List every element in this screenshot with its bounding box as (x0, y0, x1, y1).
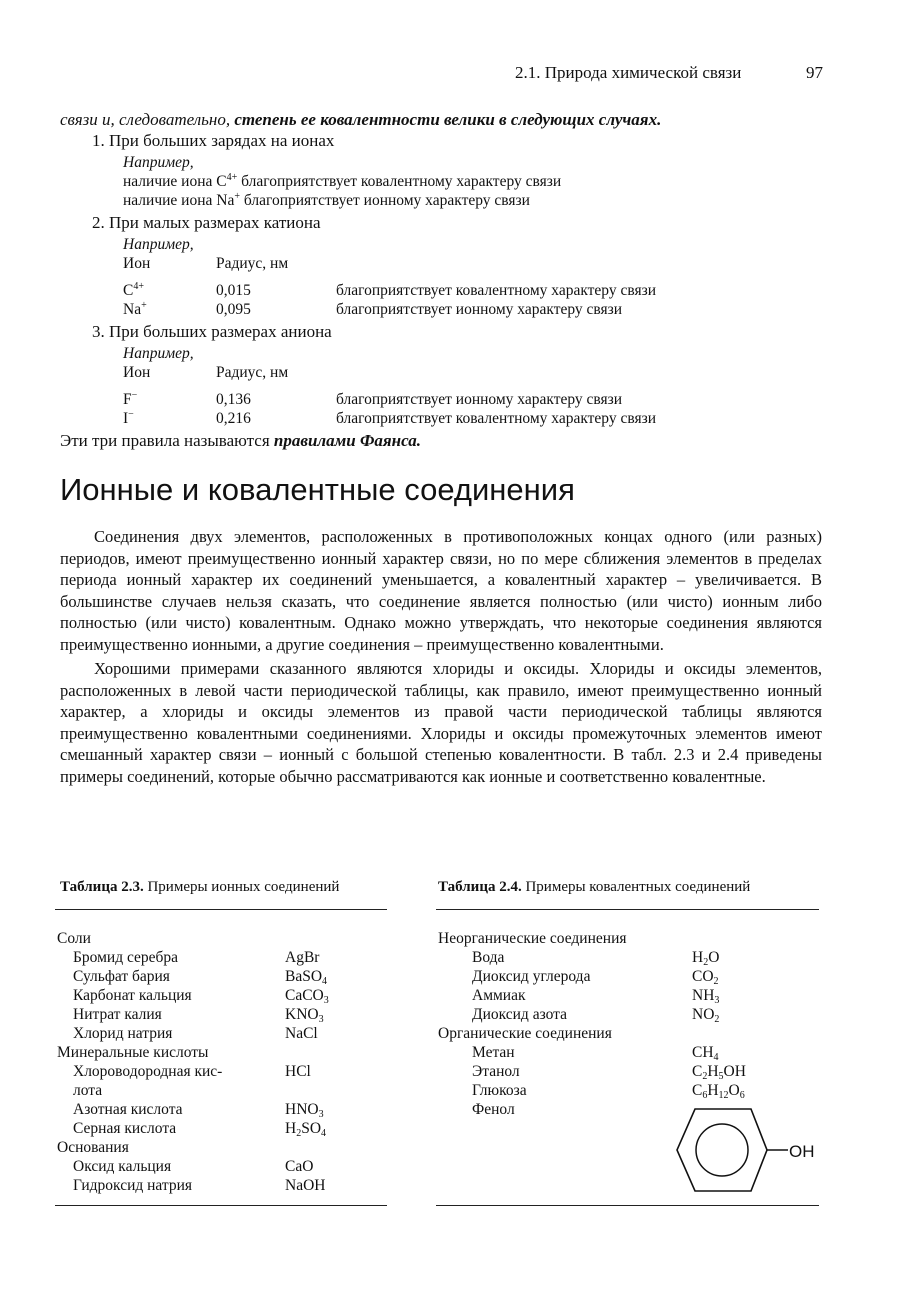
table-row (436, 986, 819, 1005)
rule1-line1: наличие иона $C^{4+}$ благоприятствует ковалентному характеру связи (123, 172, 562, 190)
paragraph-1: Соединения двух элементов, расположенных в противоположных концах одного (или разных) периодов, имеют преимущественно ионный характер связи, но по мере сближения элементов в пределах периода ионный характер их соединений уменьшается, а ковалентный характер – увеличивается. В большинстве случаев нельзя сказать, что соединение является полностью (или чисто) ионным либо полностью (или чисто) ковалентным. Однако можно утверждать, что некоторые соединения являются преимущественно ионными, а другие соединения – преимущественно ковалентными. (60, 527, 822, 654)
category-name: Основания (57, 1139, 129, 1156)
compound-formula: $C_6H_{12}O_6$ (692, 1082, 745, 1101)
table-row (55, 948, 387, 967)
compound-name: Хлорид натрия (73, 1025, 173, 1042)
rule3-col-radius: Радиус, нм (216, 364, 289, 381)
compound-formula: $KNO_3$ (285, 1006, 324, 1025)
table-row (436, 1043, 819, 1062)
table-row (55, 1024, 387, 1043)
body-text (60, 526, 822, 787)
table23-caption: Таблица 2.3. Примеры ионных соединений (60, 879, 340, 895)
compound-formula: NaCl (285, 1025, 318, 1042)
compound-name: Вода (472, 949, 505, 966)
running-title: 2.1. Природа химической связи (515, 63, 742, 82)
rule2-row1-ion: $C^{4+}$ (123, 281, 144, 299)
paragraph-2: Хорошими примерами сказанного являются хлориды и оксиды. Хлориды и оксиды элементов, расположенных в левой части периодической таблицы, как правило, имеют преимущественно ионный характер, а хлориды и оксиды элементов из правой части периодической таблицы являются преимущественно ковалентными соединениями. Хлориды и оксиды промежуточных элементов имеют смешанный характер связи – ионный с большой степенью ковалентности. В табл. 2.3 и 2.4 приведены примеры соединений, которые обычно рассматриваются как ионные и соответственно ковалентные. (60, 659, 822, 786)
table24-bottom-rule (436, 1205, 819, 1206)
category-name: Органические соединения (438, 1025, 612, 1042)
compound-name: Этанол (472, 1063, 520, 1080)
compound-formula: $C_2H_5OH$ (692, 1063, 746, 1082)
rule1-line2: наличие иона Na+ благоприятствует ионному характеру связи (123, 191, 530, 209)
phenol-structure (665, 1106, 825, 1196)
phenol-ring-hexagon (677, 1109, 767, 1191)
rule1-example-label: Например, (123, 154, 194, 171)
table-row (436, 948, 819, 967)
rule2-row2-effect: благоприятствует ионному характеру связи (336, 301, 623, 318)
compound-formula: $H_2O$ (692, 949, 720, 968)
compound-formula: $CO_2$ (692, 968, 719, 987)
compound-formula: AgBr (285, 949, 320, 966)
rule2-row1-effect: благоприятствует ковалентному характеру связи (336, 282, 657, 299)
rule3-example-label: Например, (123, 345, 194, 362)
compound-name: Карбонат кальция (73, 987, 192, 1004)
table-row (55, 967, 387, 986)
compound-formula: BaSO$_4$ (285, 968, 328, 987)
compound-name: Фенол (472, 1101, 515, 1118)
intro-line: связи и, следовательно, степень ее ковалентности велики в следующих случаях. (60, 110, 662, 129)
summary-line: Эти три правила называются правилами Фаянса. (60, 431, 421, 450)
compound-name: Аммиак (472, 987, 526, 1004)
section-title: Ионные и ковалентные соединения (60, 472, 575, 507)
compound-formula: HCl (285, 1063, 311, 1080)
rule2-heading: 2. При малых размерах катиона (92, 213, 321, 232)
compound-name: Нитрат калия (73, 1006, 162, 1023)
compound-name: Гидроксид натрия (73, 1177, 193, 1194)
table-row (55, 1005, 387, 1024)
rule1-heading: 1. При больших зарядах на ионах (92, 131, 335, 150)
table-row (55, 1100, 387, 1119)
category-name: Соли (57, 930, 91, 947)
rule2-example-label: Например, (123, 236, 194, 253)
rule3-row1-effect: благоприятствует ионному характеру связи (336, 391, 623, 408)
table-row (436, 967, 819, 986)
category-name: Неорганические соединения (438, 930, 627, 947)
table-category (55, 1138, 387, 1157)
compound-name: Хлороводородная кис- (73, 1063, 223, 1080)
compound-formula: NaOH (285, 1177, 326, 1194)
rule2-col-radius: Радиус, нм (216, 255, 289, 272)
table23-body (55, 929, 387, 1195)
phenol-ring-circle (696, 1124, 748, 1176)
table24-caption: Таблица 2.4. Примеры ковалентных соединений (438, 879, 751, 895)
table-row (55, 1119, 387, 1138)
rule2-row1-radius: 0,015 (216, 282, 251, 299)
compound-name: Азотная кислота (73, 1101, 183, 1118)
rule3-row1-radius: 0,136 (216, 391, 251, 408)
rule3-row2-radius: 0,216 (216, 410, 251, 427)
compound-formula: $HNO_3$ (285, 1101, 324, 1120)
table-category (436, 929, 819, 948)
compound-name: Серная кислота (73, 1120, 177, 1137)
compound-formula: $NO_2$ (692, 1006, 720, 1025)
rule2-col-ion: Ион (123, 255, 151, 272)
compound-name: лота (73, 1082, 103, 1099)
table24-body (436, 929, 819, 1119)
phenol-oh-label: OH (789, 1142, 815, 1161)
table23-top-rule (55, 909, 387, 910)
category-name: Минеральные кислоты (57, 1044, 209, 1061)
table-row (436, 1062, 819, 1081)
table-row (436, 1081, 819, 1100)
compound-name: Сульфат бария (73, 968, 170, 985)
rule3-row2-ion: I− (123, 409, 134, 427)
page-number: 97 (806, 63, 823, 82)
table-row (436, 1005, 819, 1024)
rule2-row2-radius: 0,095 (216, 301, 251, 318)
compound-name: Метан (472, 1044, 515, 1061)
table-row (55, 1081, 387, 1100)
table24-top-rule (436, 909, 819, 910)
rule3-row1-ion: F− (123, 390, 138, 408)
compound-formula: $NH_3$ (692, 987, 720, 1006)
rule3-row2-effect: благоприятствует ковалентному характеру связи (336, 410, 657, 427)
compound-formula: $CH_4$ (692, 1044, 719, 1063)
compound-name: Диоксид азота (472, 1006, 567, 1023)
compound-name: Диоксид углерода (472, 968, 591, 985)
rule3-heading: 3. При больших размерах аниона (92, 322, 332, 341)
table-category (55, 1043, 387, 1062)
table-category (55, 929, 387, 948)
table-row (55, 1157, 387, 1176)
table-row (55, 1176, 387, 1195)
compound-name: Оксид кальция (73, 1158, 172, 1175)
table23-bottom-rule (55, 1205, 387, 1206)
table-row (55, 1062, 387, 1081)
rule3-col-ion: Ион (123, 364, 151, 381)
compound-name: Глюкоза (472, 1082, 527, 1099)
compound-formula: $H_2SO_4$ (285, 1120, 327, 1139)
table-category (436, 1024, 819, 1043)
rule2-row2-ion: Na+ (123, 300, 147, 318)
compound-formula: CaCO$_3$ (285, 987, 329, 1006)
compound-name: Бромид серебра (73, 949, 179, 966)
table-row (55, 986, 387, 1005)
compound-formula: CaO (285, 1158, 314, 1175)
